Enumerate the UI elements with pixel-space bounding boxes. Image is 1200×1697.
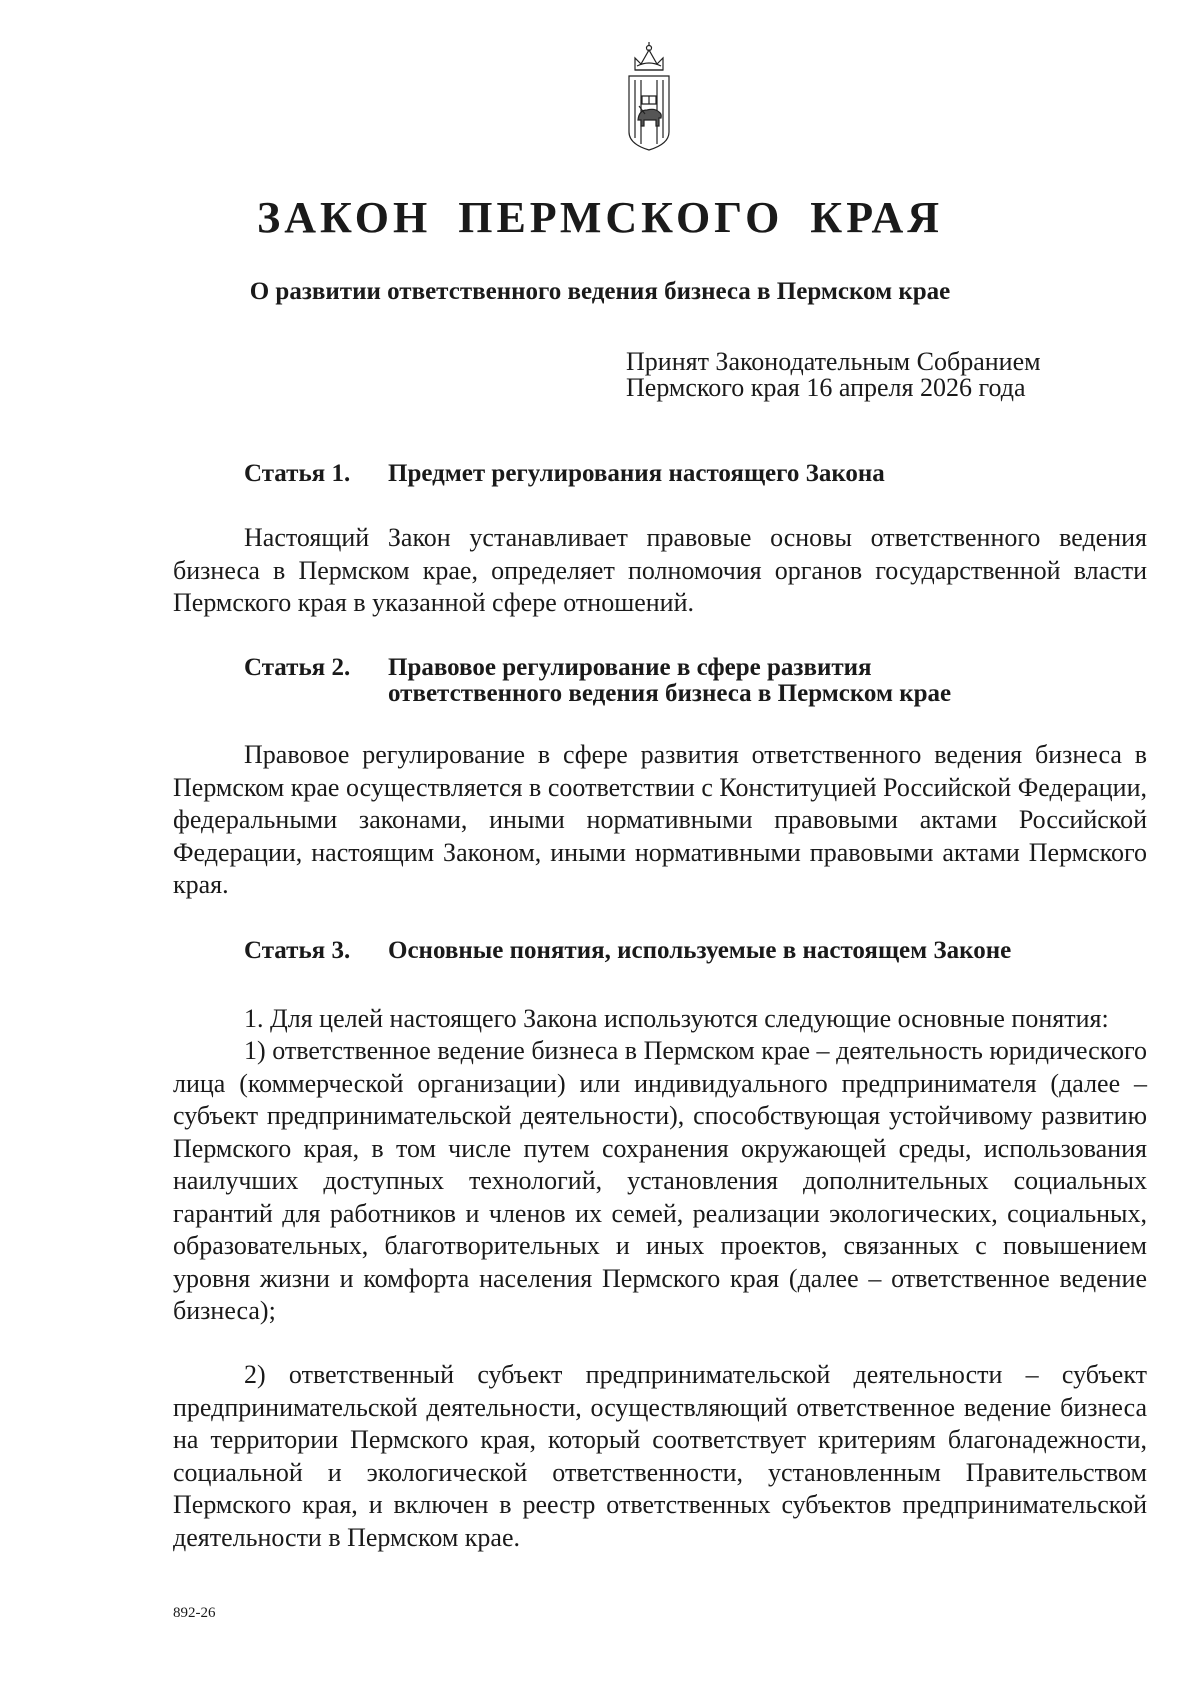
article-3-number: Статья 3.	[244, 937, 351, 964]
article-3-paragraph-2: 1) ответственное ведение бизнеса в Пермском крае – деятельность юридического лица (коммерческой организации) или индивидуального предпринимателя (далее – субъект предпринимательской деятельности), способствующая устойчивому развитию Пермского края, в том числе путем сохранения окружающей среды, использования наилучших доступных технологий, установления дополнительных социальных гарантий для работников и членов их семей, реализации экологических, социальных, образовательных, благотворительных и иных проектов, связанных с повышением уровня жизни и комфорта населения Пермского края (далее – ответственное ведение бизнеса);	[173, 1036, 1147, 1325]
article-3-paragraph-1: 1. Для целей настоящего Закона используются следующие основные понятия:	[244, 1004, 1109, 1033]
document-code: 892-26	[173, 1605, 216, 1621]
article-1-heading	[244, 461, 885, 487]
article-3-paragraph-3: 2) ответственный субъект предпринимательской деятельности – субъект предпринимательской деятельности, осуществляющий ответственное ведение бизнеса на территории Пермского края, который соответствует критериям благонадежности, социальной и экологической ответственности, установленным Правительством Пермского края, и включен в реестр ответственных субъектов предпринимательской деятельности в Пермском крае.	[173, 1360, 1147, 1552]
article-3-heading	[244, 938, 1011, 964]
article-2-title: Правовое регулирование в сфере развития ответственного ведения бизнеса в Пермском крае	[388, 654, 952, 707]
adoption-info-line-1: Принят Законодательным Собранием	[626, 347, 1041, 376]
coat-of-arms-icon	[625, 40, 673, 152]
article-3-title: Основные понятия, используемые в настоящем Законе	[388, 937, 1012, 964]
adoption-info-line-2: Пермского края 16 апреля 2026 года	[626, 373, 1026, 402]
article-2-number: Статья 2.	[244, 654, 351, 681]
law-title: ЗАКОН ПЕРМСКОГО КРАЯ	[256, 193, 944, 242]
article-1-title: Предмет регулирования настоящего Закона	[388, 460, 885, 487]
article-1-paragraph-1: Настоящий Закон устанавливает правовые основы ответственного ведения бизнеса в Пермском крае, определяет полномочия органов государственной власти Пермского края в указанной сфере отношений.	[173, 523, 1147, 617]
article-2-paragraph-1: Правовое регулирование в сфере развития ответственного ведения бизнеса в Пермском крае осуществляется в соответствии с Конституцией Российской Федерации, федеральными законами, иными нормативными правовыми актами Российской Федерации, настоящим Законом, иными нормативными правовыми актами Пермского края.	[173, 740, 1147, 899]
adoption-info	[626, 349, 1041, 401]
article-1-number: Статья 1.	[244, 460, 351, 487]
law-subtitle: О развитии ответственного ведения бизнеса в Пермском крае	[249, 278, 951, 305]
article-2-heading	[244, 655, 951, 707]
